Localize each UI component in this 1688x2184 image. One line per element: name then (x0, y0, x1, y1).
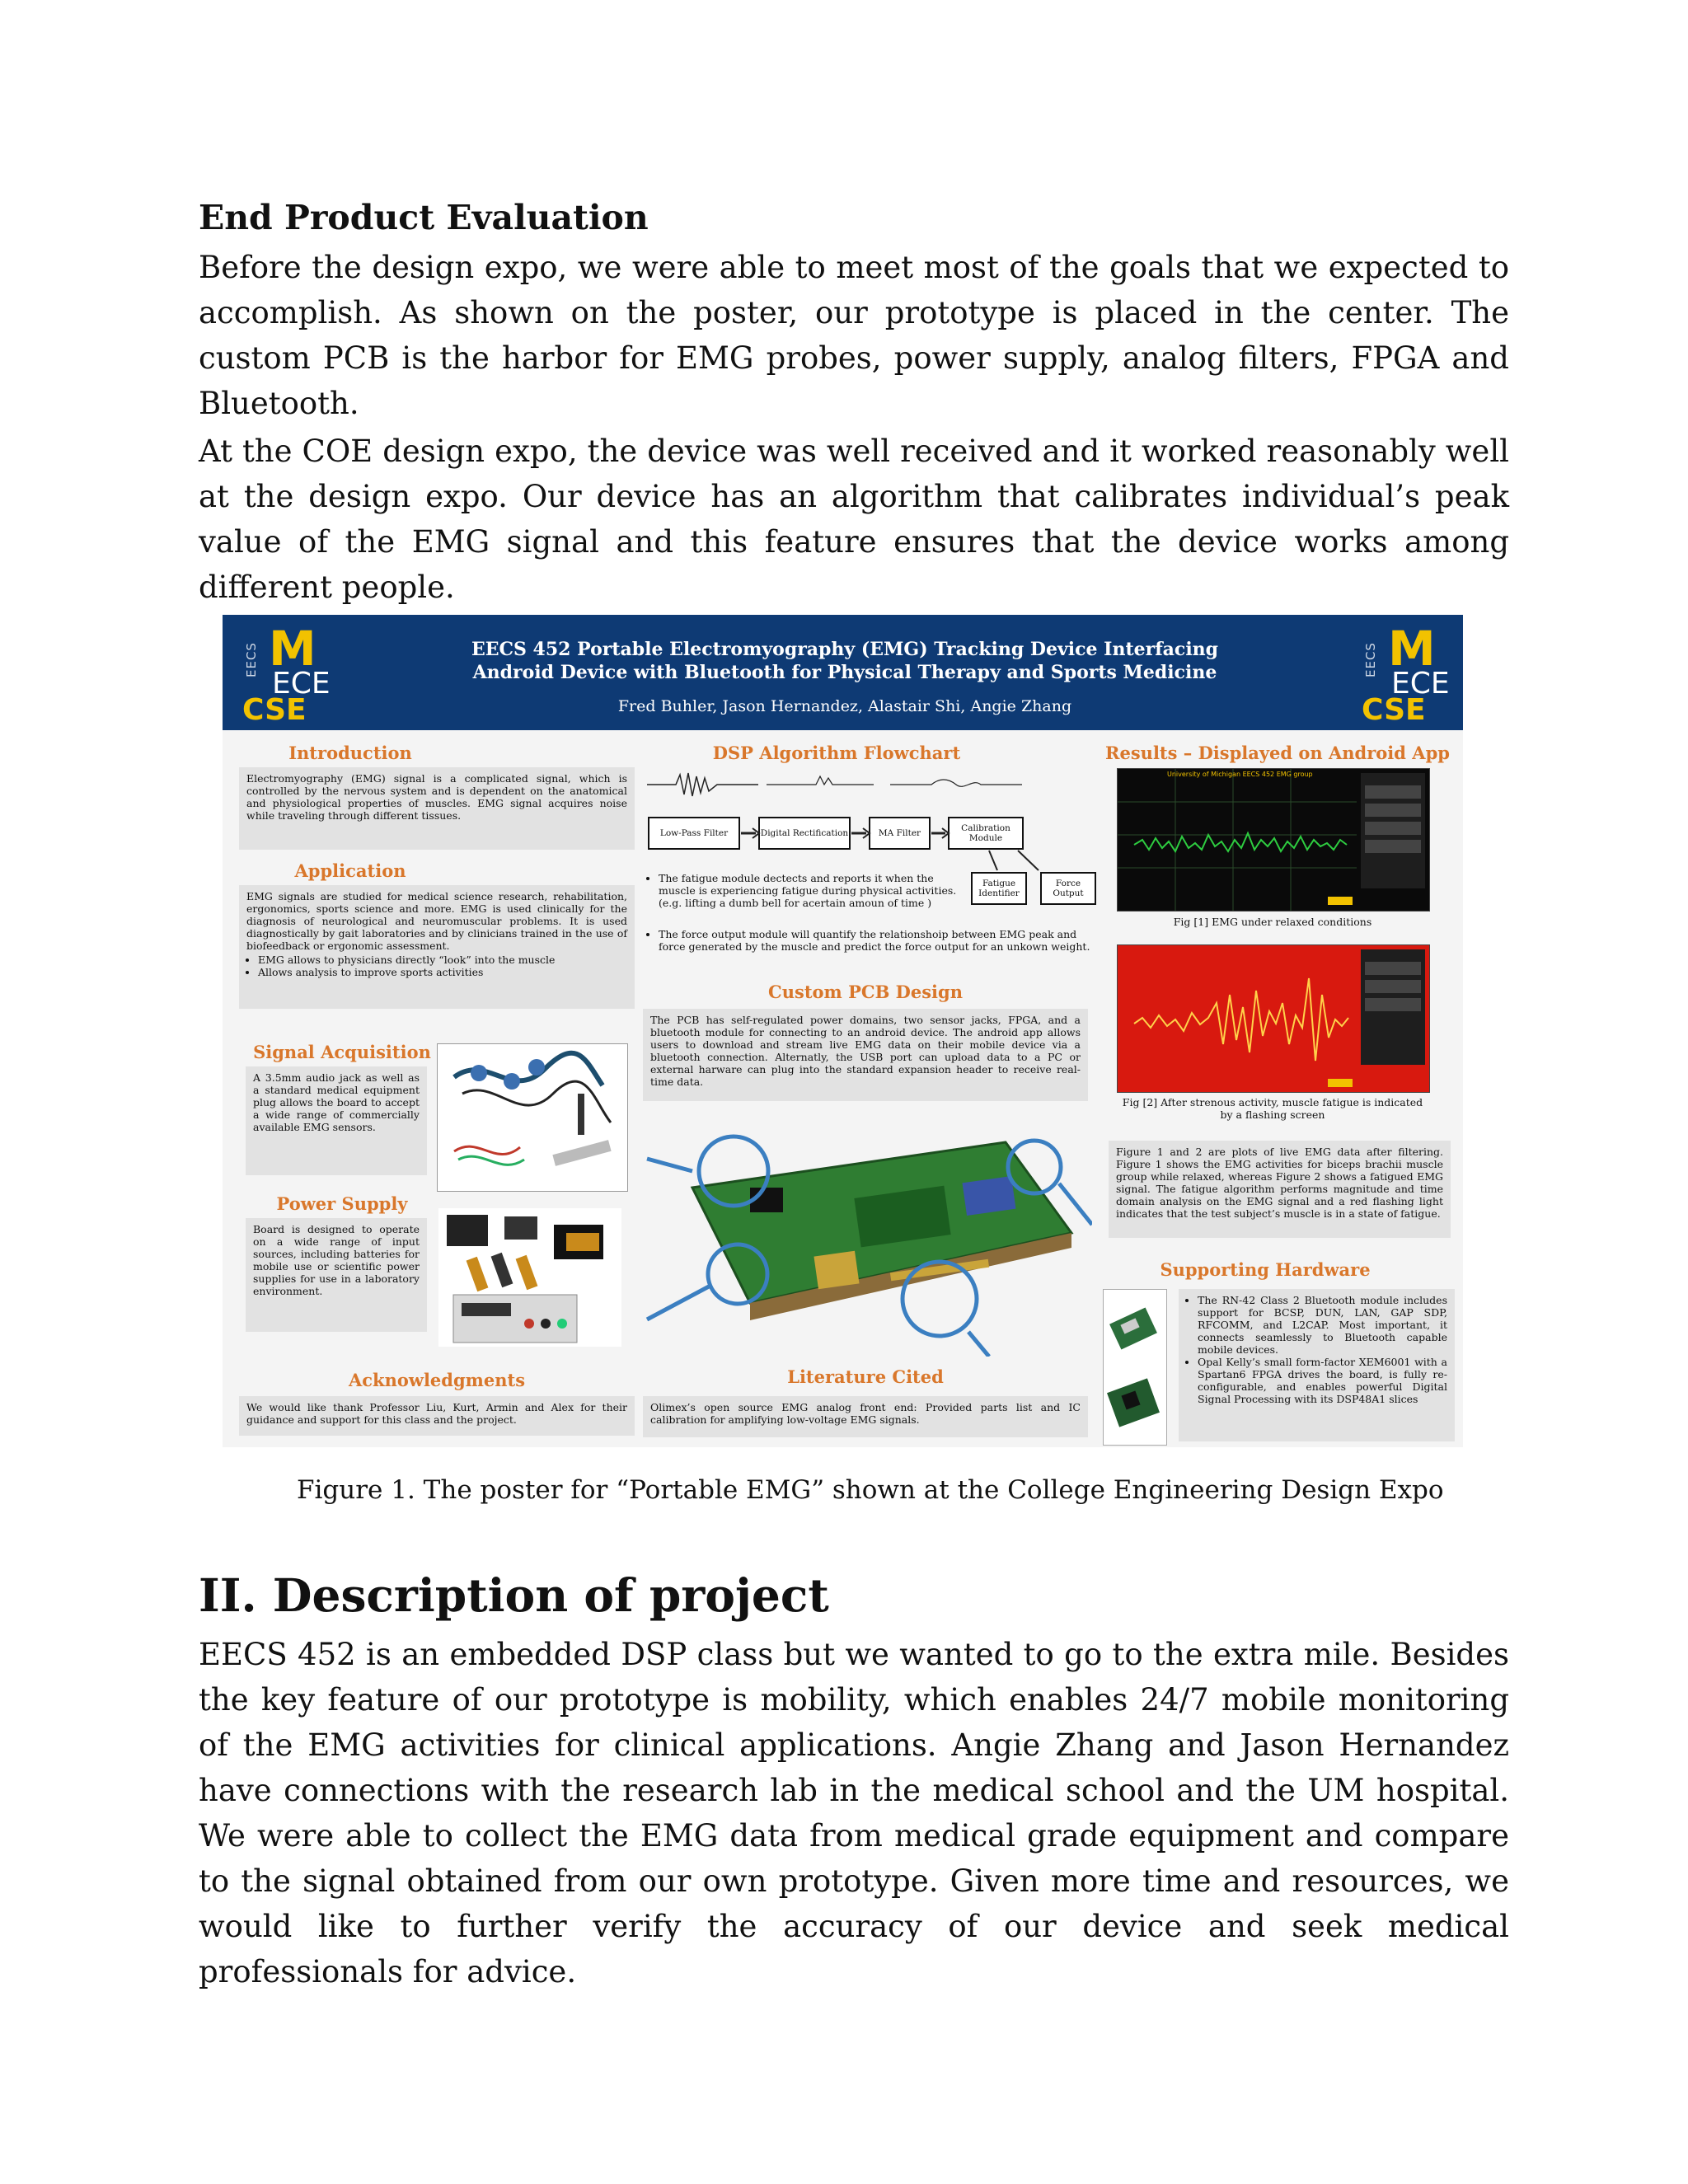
poster-figure (223, 615, 1463, 1447)
dsp-flowchart-heading: DSP Algorithm Flowchart (712, 743, 961, 763)
figure-caption: Figure 1. The poster for “Portable EMG” shown at the College Engineering Design Expo (297, 1475, 1444, 1505)
dsp-bullet: • The fatigue module dectects and reports it when the muscle is experiencing fatigue during physical activities. (e.g. lifting a dumb bell for acertain amoun of time ) (659, 872, 960, 909)
poster-title: EECS 452 Portable Electromyography (EMG) Tracking Device Interfacing Android Device with Bluetooth for Physical Therapy and Sports Medicine (471, 639, 1219, 683)
application-bullet: • Allows analysis to improve sports activities (258, 966, 627, 978)
flow-block-rectification: Digital Rectification (758, 817, 851, 850)
application-box (239, 885, 635, 1009)
hardware-bullet: • The RN-42 Class 2 Bluetooth module includes support for BCSP, DUN, LAN, GAP SDP, RFCOMM, and L2CAP. Most important, it connects seamlessly to Bluetooth capable mobile devices. (1198, 1294, 1447, 1356)
dsp-bullets-1 (647, 872, 960, 916)
hardware-image (1103, 1289, 1167, 1446)
sensor-cables-image (437, 1043, 628, 1192)
results-heading: Results – Displayed on Android App (1105, 743, 1450, 763)
emg-fatigue-screen (1117, 944, 1430, 1093)
flowchart-arrows (643, 813, 1104, 879)
section-title: II. Description of project (199, 1568, 829, 1622)
introduction-text: Electromyography (EMG) signal is a complicated signal, which is controlled by the nervous system and is dependent on the anatomical and physiological properties of muscles. EMG signal acquires noise while traveling through different tissues. (239, 767, 635, 850)
acknowledgments-text: We would like thank Professor Liu, Kurt, Armin and Alex for their guidance and support for this class and the project. (239, 1396, 635, 1436)
dsp-bullet: • The force output module will quantify the relationshoip between EMG peak and force generated by the muscle and predict the force output for an unkown weight. (659, 928, 1096, 953)
fig1-caption: Fig [1] EMG under relaxed conditions (1173, 916, 1372, 928)
power-supply-text: Board is designed to operate on a wide range of input sources, including batteries for mobile use or scientific power supplies for use in a laboratory environment. (246, 1218, 427, 1332)
supporting-hardware-heading: Supporting Hardware (1160, 1259, 1371, 1280)
emg-raw-waveforms (643, 770, 1030, 799)
application-heading: Application (294, 860, 406, 881)
flow-block-calibration: Calibration Module (948, 817, 1024, 850)
flow-block-ma-filter: MA Filter (869, 817, 931, 850)
poster-authors: Fred Buhler, Jason Hernandez, Alastair Shi, Angie Zhang (617, 697, 1072, 715)
literature-text: Olimex’s open source EMG analog front end: Provided parts list and IC calibration for amplifying low-voltage EMG signals. (643, 1396, 1088, 1437)
application-bullet: • EMG allows to physicians directly “look” into the muscle (258, 954, 627, 966)
flow-block-fatigue: Fatigue Identifier (971, 872, 1027, 905)
power-supply-image (438, 1208, 621, 1347)
app-screen-title: University of Michigan EECS 452 EMG group (1167, 771, 1313, 778)
emg-relaxed-screen (1117, 768, 1430, 912)
acknowledgments-heading: Acknowledgments (348, 1370, 526, 1390)
poster-banner (223, 615, 1463, 730)
um-logo: EECS M ECE CSE (242, 621, 331, 727)
signal-acquisition-heading: Signal Acquisition (253, 1042, 431, 1062)
supporting-hardware-box (1179, 1289, 1455, 1441)
um-logo: EECS M ECE CSE (1362, 621, 1450, 727)
flow-block-low-pass: Low-Pass Filter (648, 817, 740, 850)
hardware-bullet: • Opal Kelly’s small form-factor XEM6001 with a Spartan6 FPGA drives the board, is fully re-configurable, and enables powerful Digital Signal Processing with its DSP48A1 slices (1198, 1356, 1447, 1405)
results-text: Figure 1 and 2 are plots of live EMG data after filtering. Figure 1 shows the EMG activities for biceps brachii muscle group while relaxed, whereas Figure 2 shows a fatigued EMG signal. The fatigue algorithm performs magnitude and time domain analysis on the EMG signal and a red flashing light indicates that the test subject’s muscle is in a state of fatigue. (1109, 1141, 1451, 1238)
application-text: EMG signals are studied for medical science research, rehabilitation, ergonomics, sports science and more. EMG is used clinically for the diagnosis of neurological and neuromuscular problems. It is used diagnostically by gait laboratories and by clinicians trained in the use of biofeedback or ergonomic assessment. (246, 890, 627, 952)
paragraph: At the COE design expo, the device was well received and it worked reasonably well at the design expo. Our device has an algorithm that calibrates individual’s peak value of the EMG signal and this feature ensures that the device works among different people. (199, 434, 1509, 605)
power-supply-heading: Power Supply (276, 1193, 408, 1214)
pcb-prototype-image (643, 1109, 1092, 1357)
dsp-bullets-2 (647, 928, 1096, 959)
custom-pcb-text: The PCB has self-regulated power domains, two sensor jacks, FPGA, and a bluetooth module for connecting to an android device. The android app allows users to download and stream live EMG data on their mobile device via a bluetooth connection. Alternatly, the USB port can upload data to a PC or external harware can plug into the standard expansion header to receive real-time data. (643, 1009, 1088, 1101)
signal-acquisition-text: A 3.5mm audio jack as well as a standard medical equipment plug allows the board to accept a wide range of commercially available EMG sensors. (246, 1066, 427, 1175)
flow-block-force: Force Output (1040, 872, 1096, 905)
paragraph: EECS 452 is an embedded DSP class but we wanted to go to the extra mile. Besides the key feature of our prototype is mobility, which enables 24/7 mobile monitoring of the EMG activities for clinical applications. Angie Zhang and Jason Hernandez have connections with the research lab in the medical school and the UM hospital. We were able to collect the EMG data from medical grade equipment and compare to the signal obtained from our own prototype. Given more time and resources, we would like to further verify the accuracy of our device and seek medical professionals for advice. (199, 1637, 1509, 1990)
literature-heading: Literature Cited (787, 1366, 944, 1387)
section-heading: End Product Evaluation (199, 198, 649, 237)
custom-pcb-heading: Custom PCB Design (768, 982, 963, 1002)
introduction-heading: Introduction (288, 743, 412, 763)
fig2-caption: Fig [2] After strenous activity, muscle fatigue is indicated by a flashing screen (1122, 1096, 1423, 1121)
paragraph: Before the design expo, we were able to meet most of the goals that we expected to accomplish. As shown on the poster, our prototype is placed in the center. The custom PCB is the harbor for EMG probes, power supply, analog filters, FPGA and Bluetooth. (199, 250, 1509, 421)
